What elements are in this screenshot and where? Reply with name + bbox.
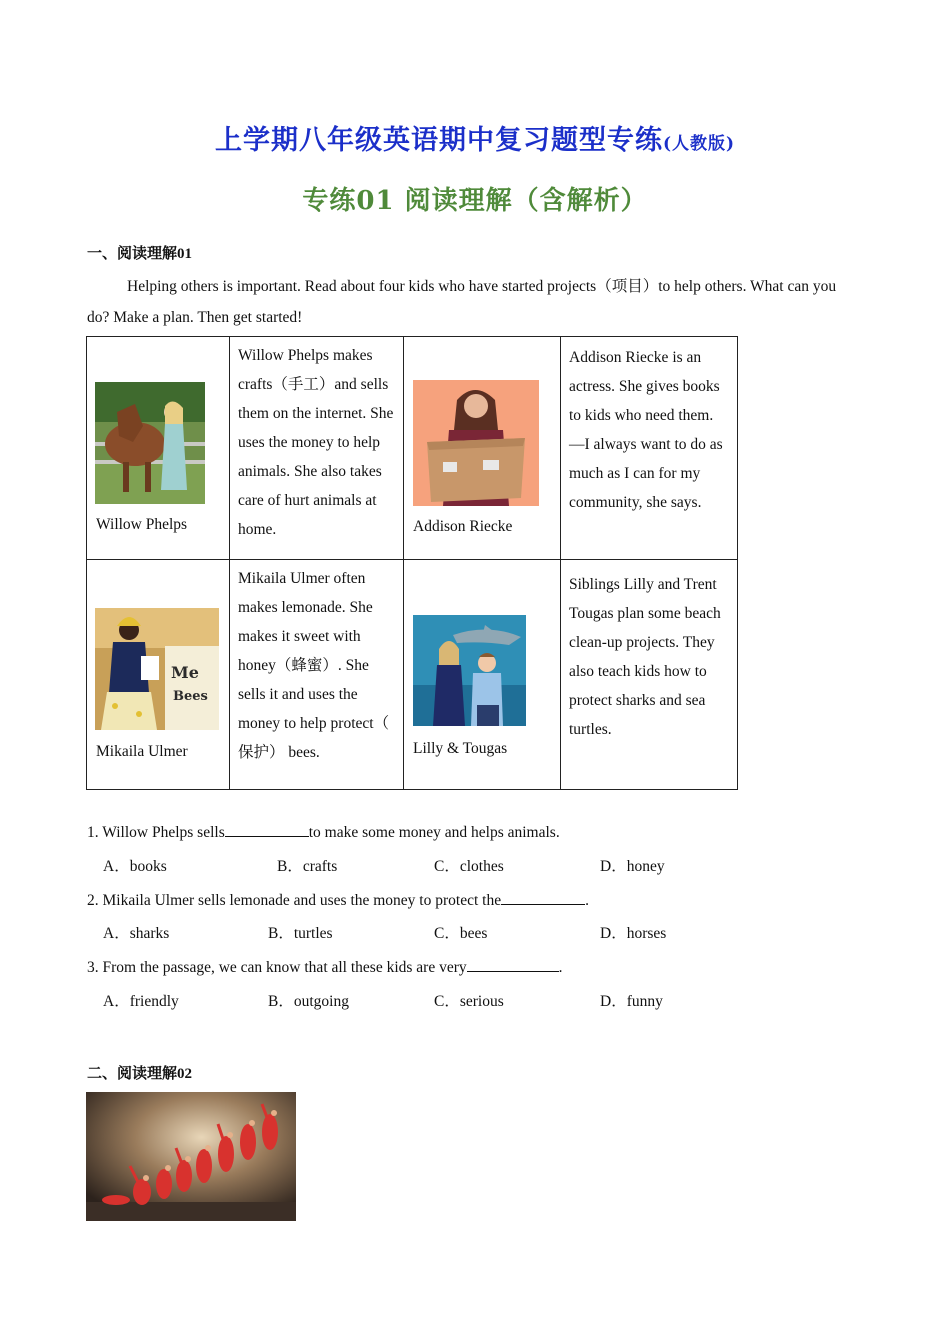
table-row [87, 560, 738, 790]
option-2a: A．sharks [103, 925, 170, 942]
kid-name-mikaila: Mikaila Ulmer [96, 743, 188, 760]
desc-cell-willow [230, 337, 404, 560]
kid-name-willow: Willow Phelps [96, 516, 188, 533]
title-suffix: (人教版) [662, 134, 736, 154]
answer-blank [467, 955, 559, 972]
answer-blank [501, 888, 585, 905]
option-3c: C．serious [434, 993, 504, 1010]
option-3d: D．funny [600, 993, 663, 1010]
option-3b: B．outgoing [268, 993, 349, 1010]
question-1-stem: 1. Willow Phelps sells [87, 824, 225, 841]
kid-name-lilly: Lilly & Tougas [413, 740, 508, 757]
mikaila-lemonade-photo [95, 608, 219, 730]
section1-heading: 一、阅读理解01 [87, 246, 193, 262]
photo-cell-willow [87, 337, 230, 560]
question-3 [87, 955, 563, 977]
kid-desc-willow: Willow Phelps makes crafts（手工）and sells them on the internet. She uses the money to help animals. She also takes care of hurt animals at home. [238, 347, 394, 538]
kids-table [86, 336, 738, 790]
dancers-photo [86, 1092, 296, 1221]
section2-heading: 二、阅读理解02 [87, 1066, 193, 1082]
lilly-trent-shark-photo [413, 615, 526, 726]
answer-blank [225, 820, 309, 837]
photo-cell-mikaila [87, 560, 230, 790]
kid-desc-mikaila: Mikaila Ulmer often makes lemonade. She makes it sweet with honey（蜂蜜）. She sells it and uses the money to help protect（ 保护） bees. [238, 570, 390, 761]
photo-cell-addison [404, 337, 561, 560]
option-2b: B．turtles [268, 925, 333, 942]
question-3-stem: 3. From the passage, we can know that all these kids are very [87, 959, 467, 976]
table-row [87, 337, 738, 560]
question-2-stem: 2. Mikaila Ulmer sells lemonade and uses the money to protect the [87, 892, 502, 909]
kid-desc-addison: Addison Riecke is an actress. She gives books to kids who need them. ―I always want to do as much as I can for my community, she says. [569, 349, 723, 511]
option-2d: D．horses [600, 925, 667, 942]
willow-horse-photo [95, 382, 205, 504]
question-3-stem-end: . [558, 959, 563, 976]
option-1b: B．crafts [277, 858, 338, 875]
desc-cell-addison [561, 337, 738, 560]
addison-box-photo [413, 380, 539, 506]
option-2c: C．bees [434, 925, 488, 942]
title-main: 上学期八年级英语期中复习题型专练 [214, 125, 663, 156]
question-1 [87, 820, 560, 842]
kid-name-addison: Addison Riecke [413, 518, 513, 535]
question-2 [87, 888, 589, 910]
desc-cell-mikaila [230, 560, 404, 790]
svg-text:Bees: Bees [173, 689, 208, 704]
question-1-stem-end: to make some money and helps animals. [308, 824, 560, 841]
svg-text:Me: Me [171, 663, 199, 682]
desc-cell-lilly [561, 560, 738, 790]
page-title [0, 118, 950, 157]
option-1c: C．clothes [434, 858, 504, 875]
option-1a: A．books [103, 858, 167, 875]
option-3a: A．friendly [103, 993, 179, 1010]
intro-paragraph: Helping others is important. Read about four kids who have started projects（项目）to help others. What can you do? Make a plan. Then get started! [87, 278, 837, 326]
question-2-stem-end: . [585, 892, 589, 909]
kid-desc-lilly: Siblings Lilly and Trent Tougas plan some beach clean-up projects. They also teach kids how to protect sharks and sea turtles. [569, 576, 721, 738]
option-1d: D．honey [600, 858, 665, 875]
page-subtitle: 专练01 阅读理解（含解析） [302, 186, 648, 216]
photo-cell-lilly [404, 560, 561, 790]
